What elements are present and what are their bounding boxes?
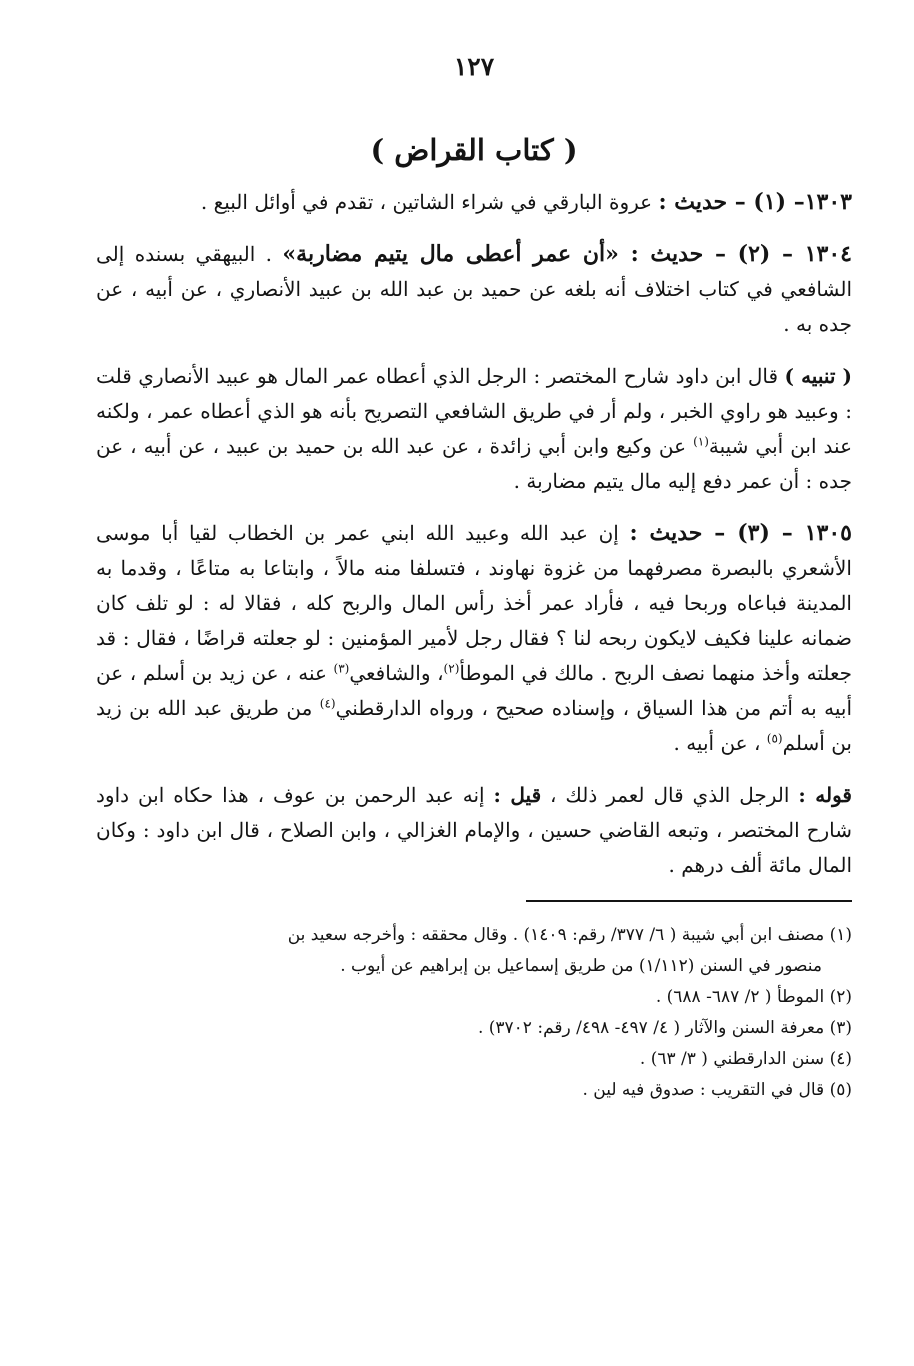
- footnote-2: (٢) الموطأ ( ٢/ ٦٨٧- ٦٨٨) .: [655, 987, 852, 1007]
- hadith-1303-text: عروة البارقي في شراء الشاتين ، تقدم في أوائل البيع .: [200, 190, 659, 214]
- footnote-ref-1: (١): [693, 434, 709, 449]
- hadith-1304-text: . البيهقي بسنده إلى الشافعي في كتاب اختلاف أنه بلغه عن حميد بن عبد الله بن عبيد الأنصاري ، عن أبيه ، عن جده به .: [96, 242, 852, 336]
- hadith-1305-heading: ١٣٠٥ – (٣) – حديث :: [629, 520, 852, 546]
- qawluhu-text-b: إنه عبد الرحمن بن عوف ، هذا حكاه ابن داود شارح المختصر ، وتبعه القاضي حسين ، والإمام الغزالي ، وابن الصلاح ، قال ابن داود : وكان المال مائة ألف درهم .: [96, 783, 853, 877]
- hadith-1305-text-e: ، عن أبيه .: [673, 731, 767, 755]
- hadith-1305-text-c: عنه ، عن زيد بن أسلم ، عن أبيه به أتم من هذا السياق ، وإسناده صحيح ، ورواه الدارقطني: [96, 661, 852, 720]
- qawluhu-paragraph: [96, 778, 852, 883]
- footnote-1-continued: منصور في السنن (١/١١٢) من طريق إسماعيل بن إبراهيم عن أيوب .: [340, 956, 822, 976]
- hadith-1305-text-b: ، والشافعي: [349, 661, 444, 685]
- footnote-ref-2: (٢): [443, 661, 460, 676]
- footnote-3: (٣) معرفة السنن والآثار ( ٤/ ٤٩٧- ٤٩٨/ رقم: ٣٧٠٢) .: [477, 1018, 852, 1038]
- footnote-divider: [526, 900, 852, 902]
- hadith-1304-heading: ١٣٠٤ – (٢) – حديث : «أن عمر أعطى مال يتيم مضاربة»: [282, 241, 852, 267]
- footnote-5: (٥) قال في التقريب : صدوق فيه لين .: [582, 1080, 852, 1100]
- tanbih-note: [96, 359, 852, 499]
- chapter-title: ( كتاب القراض ): [370, 133, 578, 167]
- tanbih-heading: ( تنبيه ): [784, 364, 853, 388]
- hadith-1305: [96, 516, 852, 761]
- page-number: ١٢٧: [453, 52, 495, 81]
- hadith-1305-text-d: من طريق عبد الله بن زيد بن أسلم: [96, 696, 852, 755]
- qila-heading: قيل :: [493, 783, 542, 807]
- footnote-ref-4: (٤): [319, 696, 336, 711]
- tanbih-text-a: قال ابن داود شارح المختصر : الرجل الذي أعطاه عمر المال هو عبيد الأنصاري قلت : وعبيد هو راوي الخبر ، ولم أر في طريق الشافعي التصريح بأنه هو الذي أعطاه عمر ، ولكنه عند ابن أبي شيبة: [96, 364, 853, 458]
- qawluhu-heading: قوله :: [798, 783, 852, 807]
- footnote-4: (٤) سنن الدارقطني ( ٣/ ٦٣) .: [639, 1049, 852, 1069]
- hadith-1305-text-a: إن عبد الله وعبيد الله ابني عمر بن الخطاب لقيا أبا موسى الأشعري بالبصرة مصرفهما من غزوة نهاوند ، فتسلفا منه مالاً ، وابتاعا به متاعًا ، وقدما به المدينة فباعاه وربحا فيه ، فأراد عمر أخذ رأس المال والربح كله ، فقالا له : لو تلف كان ضمانه علينا فكيف لايكون ربحه لنا ؟ فقال رجل لأمير المؤمنين : لو جعلته قراضًا ، فقال : قد جعلته وأخذ منهما نصف الربح . مالك في الموطأ: [96, 521, 852, 685]
- hadith-1303-heading: ١٣٠٣– (١) – حديث :: [658, 189, 852, 215]
- qawluhu-text-a: الرجل الذي قال لعمر ذلك ،: [541, 783, 799, 807]
- footnote-1: (١) مصنف ابن أبي شيبة ( ٦/ ٣٧٧/ رقم: ١٤٠٩) . وقال محققه : وأخرجه سعيد بن: [287, 925, 852, 945]
- tanbih-text-b: عن وكيع وابن أبي زائدة ، عن عبد الله بن حميد بن عبيد ، عن أبيه ، عن جده : أن عمر دفع إليه مال يتيم مضاربة .: [96, 434, 852, 493]
- footnotes: [96, 920, 852, 1106]
- hadith-1303: [96, 185, 852, 220]
- hadith-1304: [96, 237, 852, 342]
- footnote-ref-3: (٣): [333, 661, 350, 676]
- footnote-ref-5: (٥): [766, 731, 783, 746]
